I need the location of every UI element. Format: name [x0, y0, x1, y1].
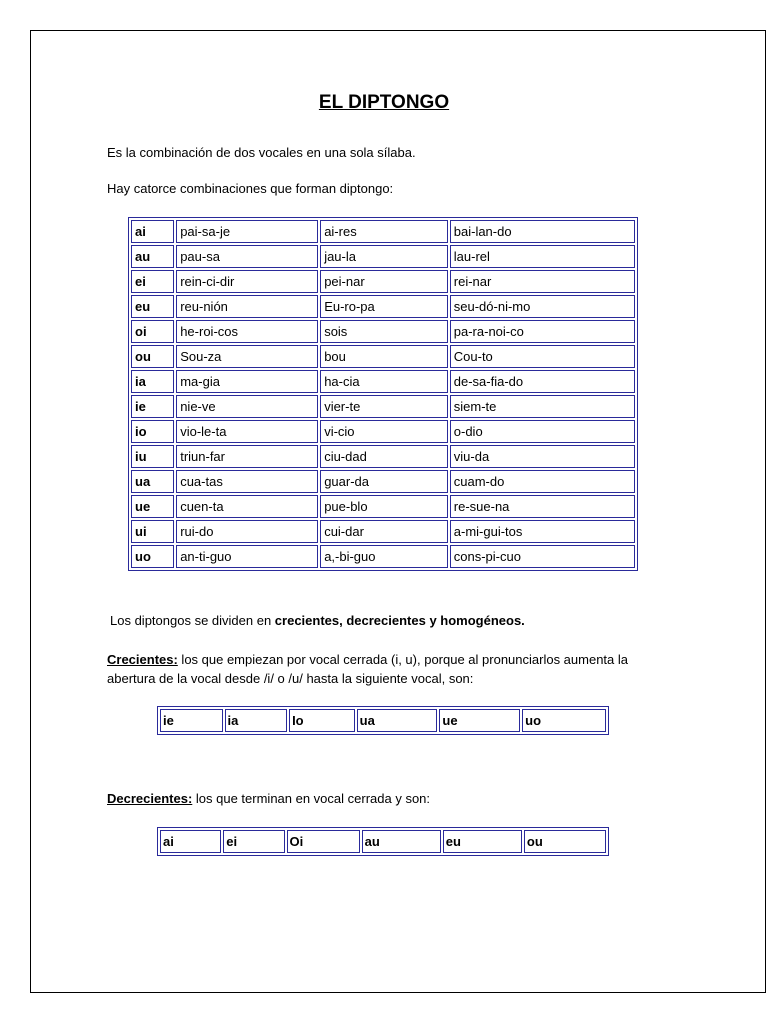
example-word-cell: ai-res — [320, 220, 448, 243]
example-word-cell: ma-gia — [176, 370, 318, 393]
table-row — [131, 345, 635, 368]
diphthong-cell: ia — [131, 370, 174, 393]
decrecientes-text: los que terminan en vocal cerrada y son: — [192, 791, 431, 806]
diphthong-cell: ue — [131, 495, 174, 518]
example-word-cell: cui-dar — [320, 520, 448, 543]
example-word-cell: a-mi-gui-tos — [450, 520, 635, 543]
diphthong-cell: ui — [131, 520, 174, 543]
example-word-cell: de-sa-fia-do — [450, 370, 635, 393]
diphthong-cell: uo — [131, 545, 174, 568]
diphthong-cell: ua — [131, 470, 174, 493]
table-row — [131, 220, 635, 243]
example-word-cell: Eu-ro-pa — [320, 295, 448, 318]
table-row — [131, 320, 635, 343]
example-word-cell: rein-ci-dir — [176, 270, 318, 293]
example-word-cell: pai-sa-je — [176, 220, 318, 243]
diphthong-cell: ou — [131, 345, 174, 368]
example-word-cell: Cou-to — [450, 345, 635, 368]
example-word-cell: jau-la — [320, 245, 448, 268]
decrecientes-label: Decrecientes: — [107, 791, 193, 806]
example-word-cell: cuen-ta — [176, 495, 318, 518]
table-row — [131, 245, 635, 268]
crecientes-cell: Io — [289, 709, 355, 732]
crecientes-cell: uo — [522, 709, 606, 732]
diphthong-cell: ie — [131, 395, 174, 418]
example-word-cell: vier-te — [320, 395, 448, 418]
crecientes-row — [160, 709, 606, 732]
diphthong-examples-table — [128, 217, 638, 571]
page-title: EL DIPTONGO — [318, 92, 450, 113]
example-word-cell: an-ti-guo — [176, 545, 318, 568]
example-word-cell: pau-sa — [176, 245, 318, 268]
example-word-cell: lau-rel — [450, 245, 635, 268]
diphthong-cell: oi — [131, 320, 174, 343]
crecientes-text-line1: los que empiezan por vocal cerrada (i, u), porque al pronunciarlos aumenta la — [177, 652, 629, 667]
example-word-cell: o-dio — [450, 420, 635, 443]
example-word-cell: seu-dó-ni-mo — [450, 295, 635, 318]
example-word-cell: nie-ve — [176, 395, 318, 418]
crecientes-cell: ue — [439, 709, 520, 732]
decrecientes-row — [160, 830, 606, 853]
example-word-cell: he-roi-cos — [176, 320, 318, 343]
example-word-cell: reu-nión — [176, 295, 318, 318]
crecientes-paragraph — [107, 650, 687, 688]
decrecientes-paragraph — [107, 789, 430, 808]
example-word-cell: ha-cia — [320, 370, 448, 393]
table-row — [131, 520, 635, 543]
table-row — [131, 295, 635, 318]
example-word-cell: viu-da — [450, 445, 635, 468]
example-word-cell: rei-nar — [450, 270, 635, 293]
example-word-cell: a,-bi-guo — [320, 545, 448, 568]
intro-paragraph-2: Hay catorce combinaciones que forman diptongo: — [107, 181, 394, 196]
decrecientes-cell: au — [362, 830, 441, 853]
example-word-cell: sois — [320, 320, 448, 343]
example-word-cell: pei-nar — [320, 270, 448, 293]
table-row — [131, 270, 635, 293]
decrecientes-cell: Oi — [287, 830, 360, 853]
crecientes-table — [157, 706, 609, 735]
example-word-cell: bou — [320, 345, 448, 368]
table-row — [131, 545, 635, 568]
example-word-cell: pa-ra-noi-co — [450, 320, 635, 343]
crecientes-cell: ie — [160, 709, 223, 732]
division-types: crecientes, decrecientes y homogéneos. — [274, 613, 525, 628]
division-text: Los diptongos se dividen en — [110, 613, 275, 628]
example-word-cell: pue-blo — [320, 495, 448, 518]
table-row — [131, 395, 635, 418]
example-word-cell: vi-cio — [320, 420, 448, 443]
diphthong-cell: iu — [131, 445, 174, 468]
diphthong-cell: eu — [131, 295, 174, 318]
example-word-cell: Sou-za — [176, 345, 318, 368]
example-word-cell: triun-far — [176, 445, 318, 468]
diphthong-cell: au — [131, 245, 174, 268]
crecientes-cell: ua — [357, 709, 438, 732]
table-row — [131, 370, 635, 393]
example-word-cell: cuam-do — [450, 470, 635, 493]
table-row — [131, 445, 635, 468]
decrecientes-cell: ai — [160, 830, 221, 853]
decrecientes-cell: eu — [443, 830, 522, 853]
example-word-cell: guar-da — [320, 470, 448, 493]
decrecientes-cell: ei — [223, 830, 284, 853]
crecientes-text-line2: abertura de la vocal desde /i/ o /u/ hasta la siguiente vocal, son: — [107, 671, 474, 686]
diphthong-cell: ei — [131, 270, 174, 293]
intro-paragraph-1: Es la combinación de dos vocales en una sola sílaba. — [107, 145, 416, 160]
table-row — [131, 420, 635, 443]
example-word-cell: siem-te — [450, 395, 635, 418]
example-word-cell: re-sue-na — [450, 495, 635, 518]
table-row — [131, 495, 635, 518]
diphthong-cell: ai — [131, 220, 174, 243]
crecientes-cell: ia — [225, 709, 288, 732]
example-word-cell: ciu-dad — [320, 445, 448, 468]
division-paragraph — [110, 611, 525, 630]
decrecientes-cell: ou — [524, 830, 606, 853]
example-word-cell: vio-le-ta — [176, 420, 318, 443]
decrecientes-table — [157, 827, 609, 856]
example-word-cell: bai-lan-do — [450, 220, 635, 243]
example-word-cell: cua-tas — [176, 470, 318, 493]
diphthong-cell: io — [131, 420, 174, 443]
example-word-cell: cons-pi-cuo — [450, 545, 635, 568]
crecientes-label: Crecientes: — [107, 652, 178, 667]
example-word-cell: rui-do — [176, 520, 318, 543]
table-row — [131, 470, 635, 493]
